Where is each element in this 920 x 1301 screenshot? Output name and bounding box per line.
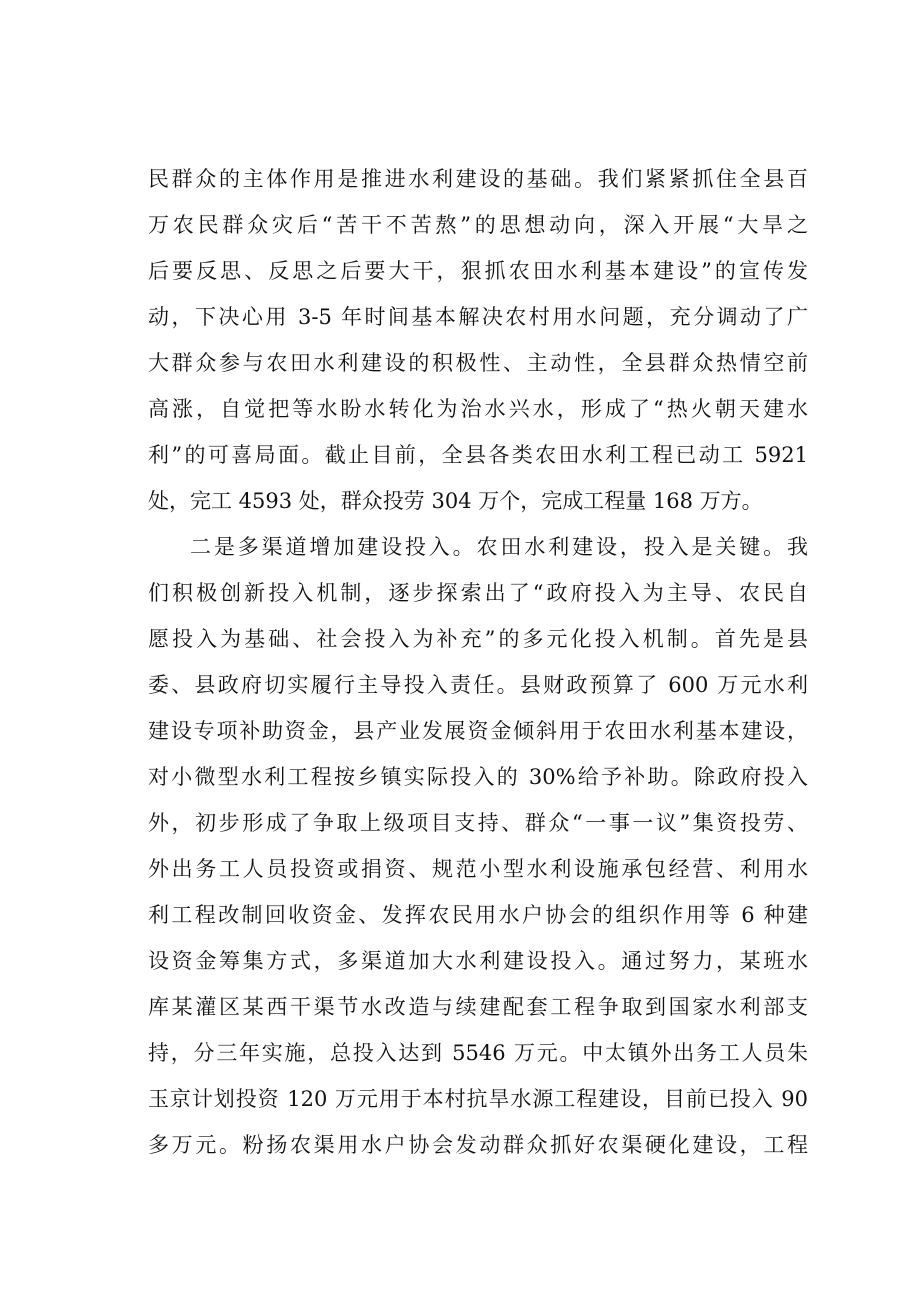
text-line: 民群众的主体作用是推进水利建设的基础。我们紧紧抓住全县百 bbox=[148, 167, 808, 191]
text-line: 万农民群众灾后“苦干不苦熬”的思想动向，深入开展“大旱之 bbox=[148, 213, 808, 237]
text-line: 处，完工 4593 处，群众投劳 304 万个，完成工程量 168 万方。 bbox=[148, 489, 763, 513]
text-line: 愿投入为基础、社会投入为补充”的多元化投入机制。首先是县 bbox=[148, 627, 808, 651]
text-line: 动，下决心用 3-5 年时间基本解决农村用水问题，充分调动了广 bbox=[148, 305, 808, 329]
body-text bbox=[148, 156, 808, 1168]
text-line: 持，分三年实施，总投入达到 5546 万元。中太镇外出务工人员朱 bbox=[148, 1041, 808, 1065]
text-line: 后要反思、反思之后要大干，狠抓农田水利基本建设”的宣传发 bbox=[148, 259, 808, 283]
text-line: 对小微型水利工程按乡镇实际投入的 30%给予补助。除政府投入 bbox=[148, 765, 808, 789]
text-line: 们积极创新投入机制，逐步探索出了“政府投入为主导、农民自 bbox=[148, 581, 808, 605]
paragraph-2 bbox=[148, 524, 808, 1168]
text-line: 建设专项补助资金，县产业发展资金倾斜用于农田水利基本建设， bbox=[148, 719, 808, 743]
text-line: 设资金筹集方式，多渠道加大水利建设投入。通过努力，某班水 bbox=[148, 949, 808, 973]
text-line: 玉京计划投资 120 万元用于本村抗旱水源工程建设，目前已投入 90 bbox=[148, 1087, 808, 1111]
text-line: 委、县政府切实履行主导投入责任。县财政预算了 600 万元水利 bbox=[148, 673, 808, 697]
text-line: 外，初步形成了争取上级项目支持、群众“一事一议”集资投劳、 bbox=[148, 811, 808, 835]
text-line: 二是多渠道增加建设投入。农田水利建设，投入是关键。我 bbox=[190, 535, 808, 559]
text-line: 多万元。粉扬农渠用水户协会发动群众抓好农渠硬化建设，工程 bbox=[148, 1133, 808, 1157]
text-line: 利工程改制回收资金、发挥农民用水户协会的组织作用等 6 种建 bbox=[148, 903, 808, 927]
text-line: 大群众参与农田水利建设的积极性、主动性，全县群众热情空前 bbox=[148, 351, 808, 375]
paragraph-1 bbox=[148, 156, 808, 524]
text-line: 库某灌区某西干渠节水改造与续建配套工程争取到国家水利部支 bbox=[148, 995, 808, 1019]
text-line: 外出务工人员投资或捐资、规范小型水利设施承包经营、利用水 bbox=[148, 857, 808, 881]
text-line: 高涨，自觉把等水盼水转化为治水兴水，形成了“热火朝天建水 bbox=[148, 397, 808, 421]
text-line: 利”的可喜局面。截止目前，全县各类农田水利工程已动工 5921 bbox=[148, 443, 808, 467]
